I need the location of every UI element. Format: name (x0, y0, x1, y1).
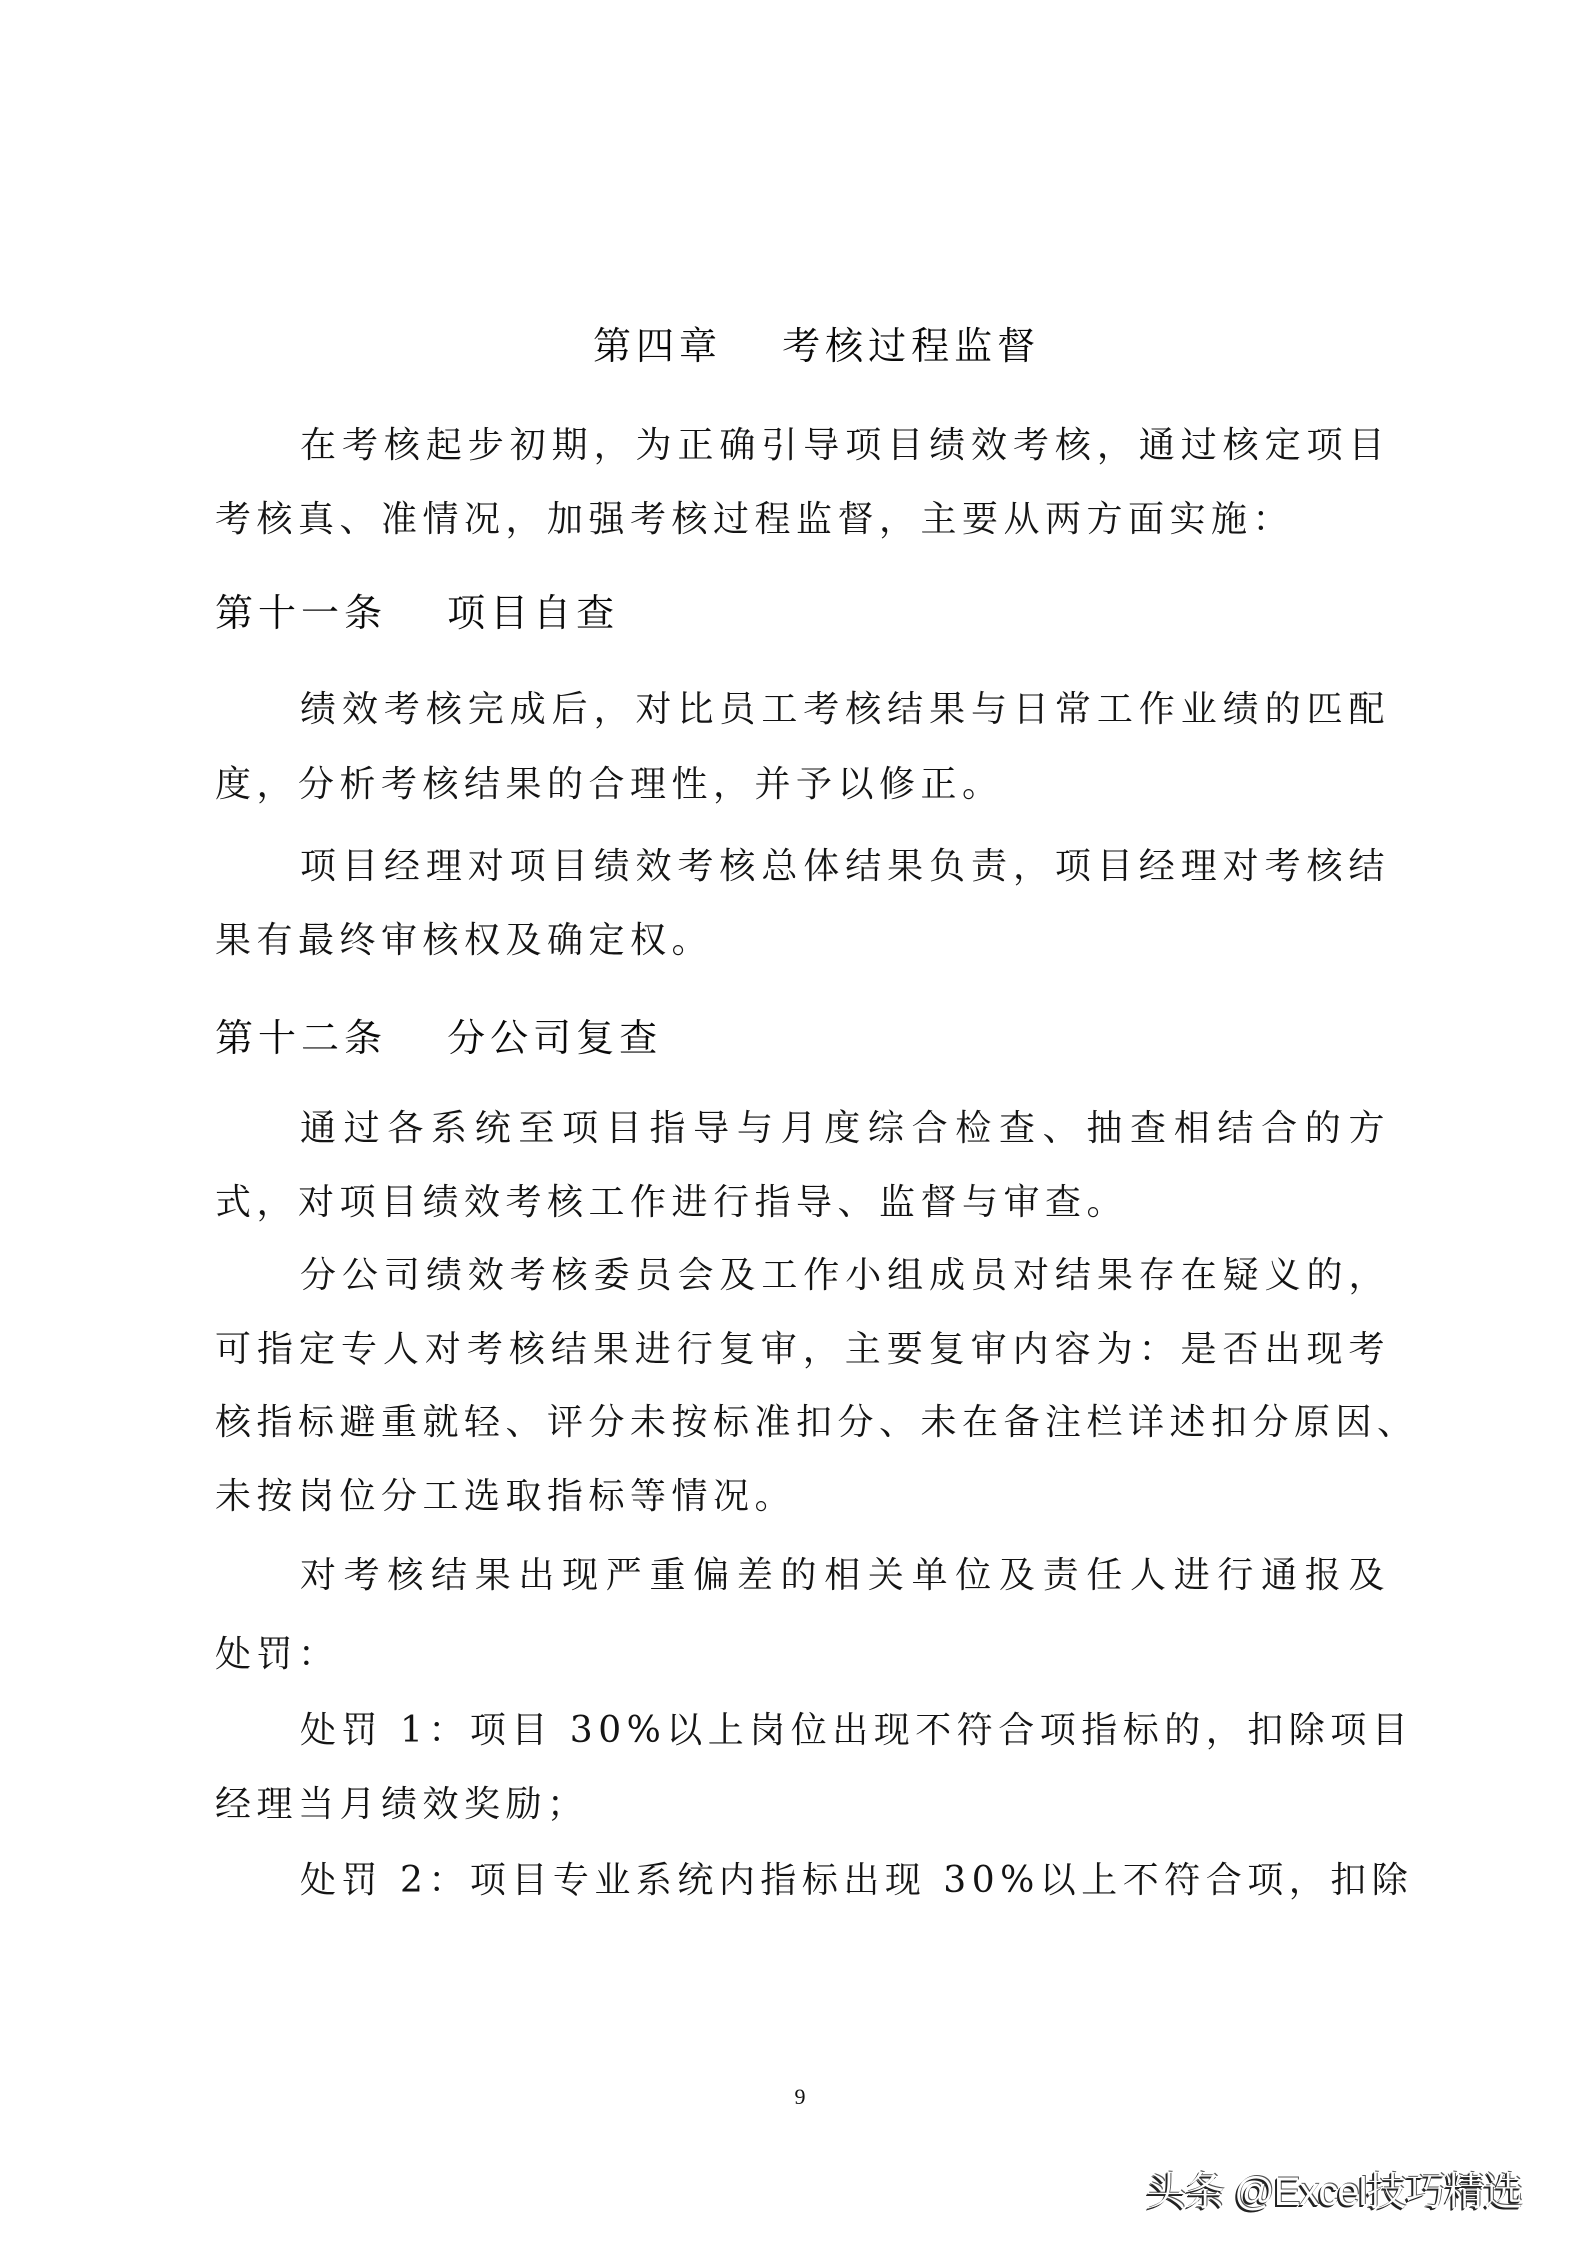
article-12-p2-line-4: 未按岗位分工选取指标等情况。 (215, 1476, 797, 1517)
article-12-p3-line-1: 对考核结果出现严重偏差的相关单位及责任人进行通报及 (300, 1555, 1390, 1596)
article-12-p1-line-1: 通过各系统至项目指导与月度综合检查、抽查相结合的方 (300, 1108, 1390, 1149)
chapter-title: 第四章 考核过程监督 (593, 324, 1041, 368)
article-11-p1-line-1: 绩效考核完成后，对比员工考核结果与日常工作业绩的匹配 (300, 689, 1390, 730)
article-12-p2-line-3: 核指标避重就轻、评分未按标准扣分、未在备注栏详述扣分原因、 (215, 1402, 1419, 1443)
article-11-p2-line-1: 项目经理对项目绩效考核总体结果负责，项目经理对考核结 (300, 846, 1390, 887)
article-11-p1-line-2: 度，分析考核结果的合理性，并予以修正。 (215, 764, 1004, 805)
penalty-1-line-2: 经理当月绩效奖励； (215, 1784, 589, 1825)
page-number: 9 (794, 2084, 806, 2109)
article-12-p1-line-2: 式，对项目绩效考核工作进行指导、监督与审查。 (215, 1182, 1129, 1223)
intro-line-1: 在考核起步初期，为正确引导项目绩效考核，通过核定项目 (300, 425, 1390, 466)
penalty-2-line-1: 处罚 2：项目专业系统内指标出现 30%以上不符合项，扣除 (300, 1860, 1414, 1901)
article-12-p2-line-2: 可指定专人对考核结果进行复审，主要复审内容为：是否出现考 (215, 1329, 1390, 1370)
article-12-p2-line-1: 分公司绩效考核委员会及工作小组成员对结果存在疑义的， (300, 1255, 1390, 1296)
watermark: 头条 @Excel技巧精选 (1146, 2170, 1523, 2214)
article-12-p3-line-2: 处罚： (215, 1634, 340, 1675)
penalty-1-line-1: 处罚 1：项目 30%以上岗位出现不符合项指标的，扣除项目 (300, 1710, 1414, 1751)
article-11-heading: 第十一条 项目自查 (215, 591, 620, 635)
article-12-heading: 第十二条 分公司复查 (215, 1016, 663, 1060)
intro-line-2: 考核真、准情况，加强考核过程监督，主要从两方面实施： (215, 499, 1295, 540)
article-11-p2-line-2: 果有最终审核权及确定权。 (215, 920, 714, 961)
